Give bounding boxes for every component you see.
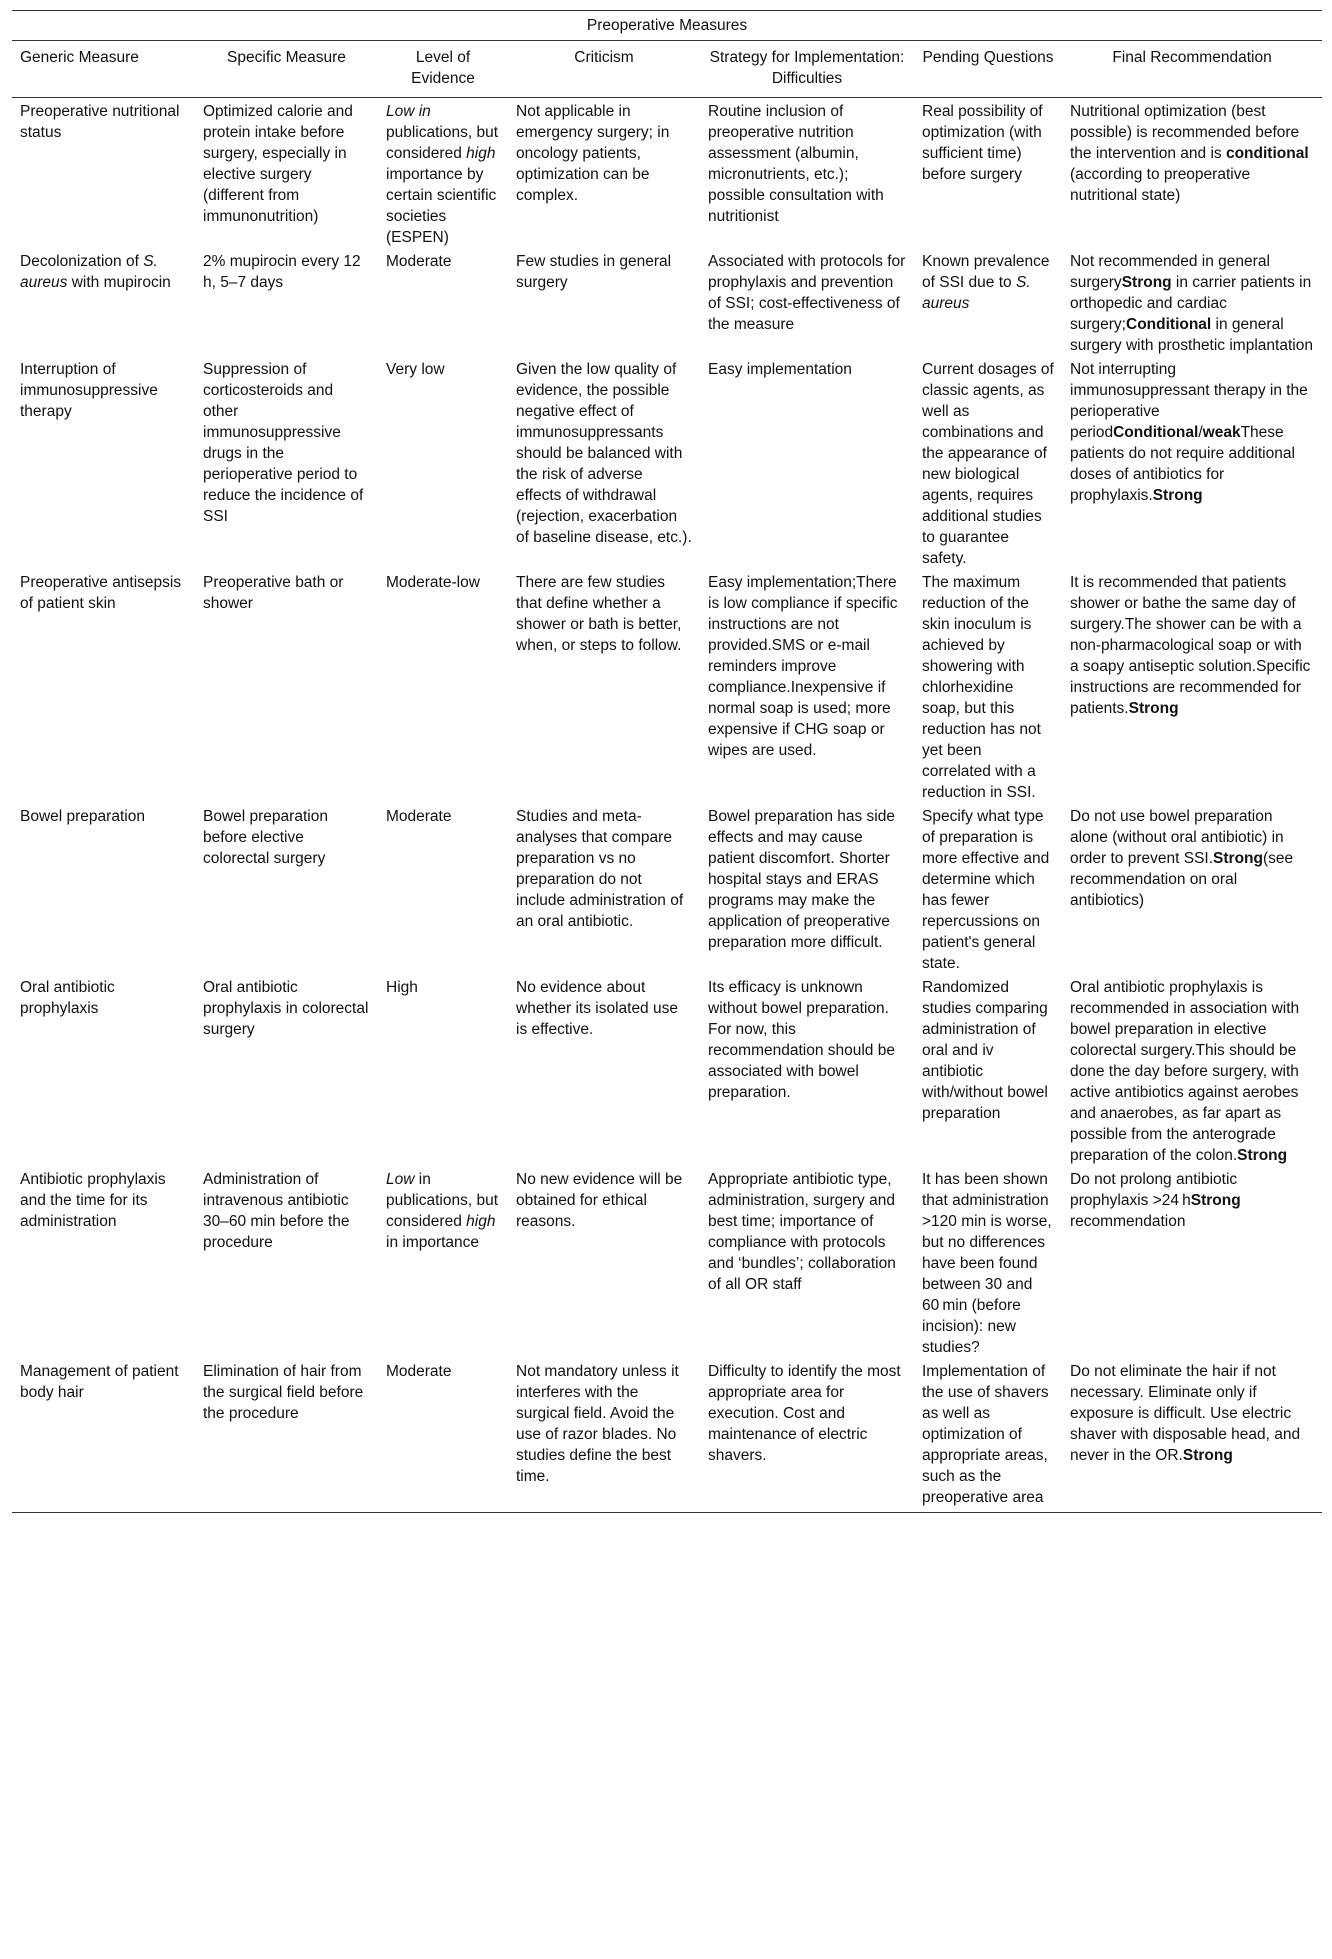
cell-text-run: Low (386, 1171, 415, 1188)
header-criticism: Criticism (508, 41, 700, 98)
cell-evidence (378, 1358, 508, 1513)
cell-text-run: Strong (1121, 274, 1172, 291)
cell-evidence (378, 248, 508, 356)
cell-strategy (700, 974, 914, 1166)
header-pending-questions: Pending Questions (914, 41, 1062, 98)
cell-text-run: weak (1202, 424, 1241, 441)
cell-text-run: Appropriate antibiotic type, administration, surgery and best time; importance of compliance with protocols and ‘bundles’; collaboration of all OR staff (708, 1171, 896, 1293)
header-strategy: Strategy for Implementation: Difficulties (700, 41, 914, 98)
cell-recommendation (1062, 569, 1322, 803)
table-row (12, 356, 1322, 569)
cell-text-run: Suppression of corticosteroids and other immunosuppressive drugs in the perioperative period to reduce the incidence of SSI (203, 361, 364, 525)
cell-text-run: Conditional (1126, 316, 1212, 333)
cell-generic (12, 356, 195, 569)
cell-text-run: No evidence about whether its isolated use is effective. (516, 979, 678, 1038)
cell-text-run: Optimized calorie and protein intake before surgery, especially in elective surgery (different from immunonutrition) (203, 103, 353, 225)
cell-text-run: Easy implementation (708, 361, 852, 378)
cell-text-run: Associated with protocols for prophylaxis and prevention of SSI; cost-effectiveness of the measure (708, 253, 906, 333)
cell-text-run: Bowel preparation has side effects and may cause patient discomfort. Shorter hospital stays and ERAS programs may make the application of preoperative preparation more difficult. (708, 808, 895, 951)
cell-evidence (378, 974, 508, 1166)
cell-text-run: recommendation (1070, 1213, 1186, 1230)
cell-generic (12, 1358, 195, 1513)
cell-criticism (508, 356, 700, 569)
cell-generic (12, 803, 195, 974)
cell-specific (195, 1166, 378, 1358)
cell-generic (12, 569, 195, 803)
cell-specific (195, 974, 378, 1166)
cell-text-run: in publications, but considered (386, 1171, 499, 1230)
cell-text-run: Oral antibiotic prophylaxis is recommended in association with bowel preparation in elective colorectal surgery.This should be done the day before surgery, with active antibiotics against aerobes and anaerobes, as far apart as possible from the anterograde preparation of the colon. (1070, 979, 1300, 1164)
cell-text-run: in general surgery with prosthetic implantation (1070, 316, 1313, 354)
cell-pending (914, 1358, 1062, 1513)
cell-text-run: Nutritional optimization (best possible) is recommended before the intervention and is (1070, 103, 1300, 162)
cell-strategy (700, 569, 914, 803)
cell-specific (195, 1358, 378, 1513)
cell-text-run: Oral antibiotic prophylaxis in colorectal surgery (203, 979, 369, 1038)
header-final-recommendation: Final Recommendation (1062, 41, 1322, 98)
header-level-of-evidence: Level of Evidence (378, 41, 508, 98)
preoperative-measures-table (12, 10, 1322, 1513)
cell-text-run: Moderate-low (386, 574, 480, 591)
cell-text-run: Not recommended in general surgery (1070, 253, 1270, 291)
cell-generic (12, 98, 195, 249)
cell-text-run: Real possibility of optimization (with sufficient time) before surgery (922, 103, 1043, 183)
cell-text-run: in importance (386, 1234, 480, 1251)
cell-text-run: Strong (1237, 1147, 1288, 1164)
cell-specific (195, 569, 378, 803)
cell-text-run: conditional (1225, 145, 1309, 162)
cell-text-run: Decolonization of (20, 253, 144, 270)
cell-evidence (378, 98, 508, 249)
cell-text-run: Strong (1182, 1447, 1233, 1464)
cell-specific (195, 803, 378, 974)
header-specific-measure: Specific Measure (195, 41, 378, 98)
cell-evidence (378, 569, 508, 803)
cell-text-run: Bowel preparation before elective colorectal surgery (203, 808, 328, 867)
cell-criticism (508, 974, 700, 1166)
cell-text-run: importance by certain scientific societies (ESPEN) (386, 166, 497, 246)
cell-text-run: Studies and meta-analyses that compare preparation vs no preparation do not include administration of an oral antibiotic. (516, 808, 684, 930)
cell-text-run: high (466, 1213, 496, 1230)
cell-specific (195, 98, 378, 249)
cell-text-run: Bowel preparation (20, 808, 145, 825)
cell-evidence (378, 1166, 508, 1358)
cell-text-run: Moderate (386, 808, 452, 825)
cell-generic (12, 1166, 195, 1358)
cell-text-run: There are few studies that define whether a shower or bath is better, when, or steps to follow. (516, 574, 682, 654)
cell-text-run: Difficulty to identify the most appropriate area for execution. Cost and maintenance of electric shavers. (708, 1363, 901, 1464)
cell-recommendation (1062, 356, 1322, 569)
cell-text-run: S. aureus (922, 274, 1031, 312)
cell-text-run: Preoperative antisepsis of patient skin (20, 574, 182, 612)
cell-text-run: Not interrupting immunosuppressant therapy in the perioperative period (1070, 361, 1308, 441)
cell-specific (195, 248, 378, 356)
cell-text-run: 2% mupirocin every 12 h, 5–7 days (203, 253, 364, 291)
table-row (12, 98, 1322, 249)
cell-text-run: Do not eliminate the hair if not necessary. Eliminate only if exposure is difficult. Use electric shaver with disposable head, and never in the OR. (1070, 1363, 1301, 1464)
cell-text-run: Oral antibiotic prophylaxis (20, 979, 115, 1017)
cell-text-run: high (466, 145, 496, 162)
cell-text-run: Strong (1128, 700, 1179, 717)
cell-text-run: It has been shown that administration >120 min is worse, but no differences have been found between 30 and 60 min (before incision): new studies? (922, 1171, 1052, 1356)
cell-text-run: in carrier patients in orthopedic and cardiac surgery; (1070, 274, 1312, 333)
cell-text-run: Strong (1213, 850, 1263, 867)
cell-text-run: These patients do not require additional doses of antibiotics for prophylaxis. (1070, 424, 1295, 504)
cell-text-run: Administration of intravenous antibiotic 30–60 min before the procedure (203, 1171, 350, 1251)
cell-strategy (700, 1166, 914, 1358)
table-row (12, 974, 1322, 1166)
cell-criticism (508, 1358, 700, 1513)
cell-text-run: Implementation of the use of shavers as well as optimization of appropriate areas, such as the preoperative area (922, 1363, 1049, 1506)
cell-text-run: Known prevalence of SSI due to (922, 253, 1050, 291)
cell-text-run: The maximum reduction of the skin inoculum is achieved by showering with chlorhexidine soap, but this reduction has not yet been correlated with a reduction in SSI. (922, 574, 1041, 801)
cell-text-run: Its efficacy is unknown without bowel preparation. For now, this recommendation should be associated with bowel preparation. (708, 979, 895, 1101)
cell-recommendation (1062, 1166, 1322, 1358)
cell-strategy (700, 803, 914, 974)
cell-text-run: (according to preoperative nutritional state) (1070, 166, 1251, 204)
cell-text-run: Randomized studies comparing administration of oral and iv antibiotic with/without bowel preparation (922, 979, 1048, 1122)
table-row (12, 803, 1322, 974)
cell-criticism (508, 803, 700, 974)
document-page (12, 10, 1322, 1513)
cell-text-run: Antibiotic prophylaxis and the time for its administration (20, 1171, 166, 1230)
cell-text-run: Strong (1190, 1192, 1241, 1209)
cell-pending (914, 569, 1062, 803)
table-row (12, 1166, 1322, 1358)
cell-text-run: Easy implementation;There is low compliance if specific instructions are not provided.SMS or e-mail reminders improve compliance.Inexpensive if normal soap is used; more expensive if CHG soap or wipes are used. (708, 574, 898, 759)
cell-criticism (508, 569, 700, 803)
cell-recommendation (1062, 98, 1322, 249)
cell-generic (12, 974, 195, 1166)
cell-text-run: Do not prolong antibiotic prophylaxis >24 h (1070, 1171, 1238, 1209)
cell-text-run: publications, but considered (386, 124, 499, 162)
cell-recommendation (1062, 1358, 1322, 1513)
cell-text-run: Moderate (386, 253, 452, 270)
cell-text-run: Preoperative bath or shower (203, 574, 344, 612)
table-row (12, 1358, 1322, 1513)
cell-text-run: Strong (1152, 487, 1203, 504)
cell-recommendation (1062, 248, 1322, 356)
cell-pending (914, 803, 1062, 974)
cell-pending (914, 248, 1062, 356)
table-row (12, 569, 1322, 803)
cell-strategy (700, 98, 914, 249)
cell-criticism (508, 1166, 700, 1358)
cell-text-run: / (1198, 424, 1203, 441)
cell-text-run: with mupirocin (67, 274, 171, 291)
cell-specific (195, 356, 378, 569)
cell-text-run: Current dosages of classic agents, as well as combinations and the appearance of new biological agents, requires additional studies to guarantee safety. (922, 361, 1054, 567)
cell-strategy (700, 248, 914, 356)
header-generic-measure: Generic Measure (12, 41, 195, 98)
cell-text-run: No new evidence will be obtained for ethical reasons. (516, 1171, 683, 1230)
cell-evidence (378, 356, 508, 569)
cell-text-run: S. aureus (20, 253, 158, 291)
cell-pending (914, 1166, 1062, 1358)
cell-criticism (508, 248, 700, 356)
cell-text-run: Not applicable in emergency surgery; in oncology patients, optimization can be complex. (516, 103, 670, 204)
table-row (12, 248, 1322, 356)
cell-evidence (378, 803, 508, 974)
cell-pending (914, 98, 1062, 249)
cell-text-run: Preoperative nutritional status (20, 103, 180, 141)
cell-pending (914, 974, 1062, 1166)
cell-text-run: Interruption of immunosuppressive therapy (20, 361, 158, 420)
cell-text-run: Elimination of hair from the surgical field before the procedure (203, 1363, 364, 1422)
cell-text-run: High (386, 979, 418, 996)
cell-strategy (700, 356, 914, 569)
cell-generic (12, 248, 195, 356)
cell-pending (914, 356, 1062, 569)
cell-text-run: Very low (386, 361, 445, 378)
cell-text-run: Specify what type of preparation is more effective and determine which has fewer repercussions on patient's general state. (922, 808, 1050, 972)
cell-text-run: Conditional (1113, 424, 1199, 441)
table-caption: Preoperative Measures (12, 11, 1322, 41)
cell-text-run: Management of patient body hair (20, 1363, 179, 1401)
cell-text-run: (see recommendation on oral antibiotics) (1070, 850, 1294, 909)
cell-text-run: Not mandatory unless it interferes with the surgical field. Avoid the use of razor blades. No studies define the best time. (516, 1363, 679, 1485)
cell-text-run: Few studies in general surgery (516, 253, 672, 291)
cell-text-run: Do not use bowel preparation alone (without oral antibiotic) in order to prevent SSI. (1070, 808, 1284, 867)
cell-text-run: It is recommended that patients shower or bathe the same day of surgery.The shower can be with a non-pharmacological soap or with a soapy antiseptic solution.Specific instructions are recommended for patients. (1070, 574, 1311, 717)
table-body (12, 98, 1322, 1513)
cell-strategy (700, 1358, 914, 1513)
cell-text-run: Moderate (386, 1363, 452, 1380)
cell-text-run: Low in (386, 103, 431, 120)
cell-criticism (508, 98, 700, 249)
cell-text-run: Routine inclusion of preoperative nutrition assessment (albumin, micronutrients, etc.); possible consultation with nutritionist (708, 103, 884, 225)
cell-recommendation (1062, 803, 1322, 974)
cell-recommendation (1062, 974, 1322, 1166)
cell-text-run: Given the low quality of evidence, the possible negative effect of immunosuppressants should be balanced with the risk of adverse effects of withdrawal (rejection, exacerbation of baseline disease, etc.). (516, 361, 692, 546)
